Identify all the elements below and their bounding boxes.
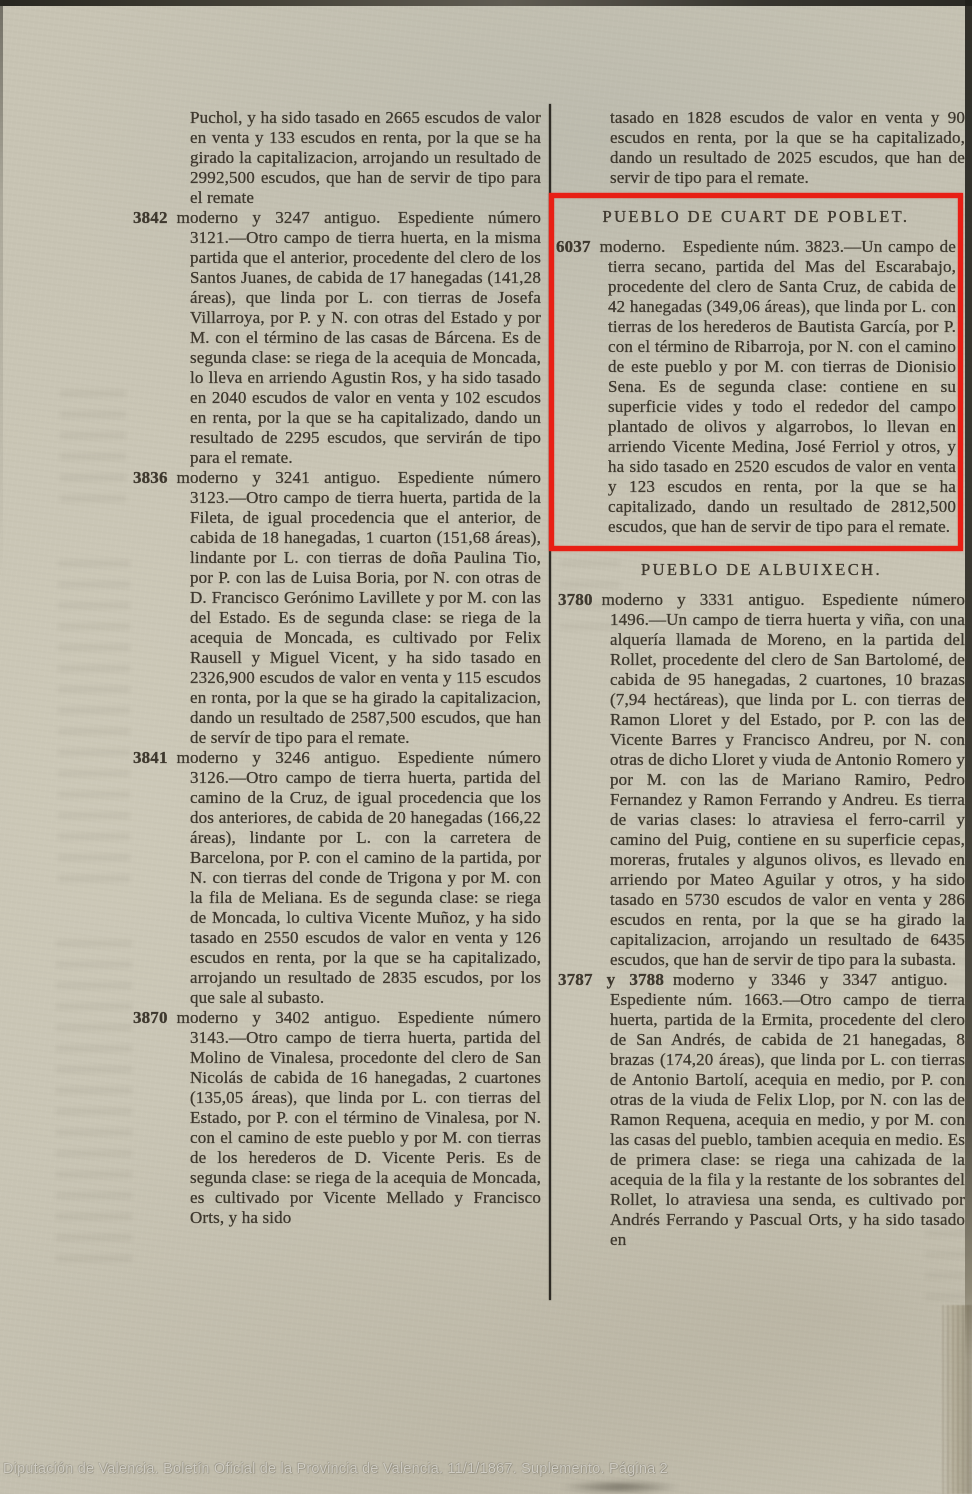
lot-text: moderno. Espediente núm. 3823.—Un campo de tierra secano, partida del Mas del Escarabajo, procedente del clero de Santa Cruz, de cabida de 42 hanegadas (349,06 áreas), que linda por L. con tierras de los herederos de Bautista García, por P. con el término de Ribarroja, por N. con el camino de este pueblo y por M. con tierras de Dionisio Sena. Es de segunda clase: contiene en su superficie vides y todo el rededor del campo plantado de olivos y algarrobos, lo llevan en arriendo Vicente Medina, José Ferriol y otros, y ha sido tasado en 2520 escudos de valor en venta y 123 escudos en renta, por la que se ha capitalizado, dando un resultado de 2812,500 escudos, que han de servir de tipo para el remate. (599, 237, 956, 536)
left-column (133, 108, 541, 1228)
bleedthrough-smudge (60, 390, 126, 510)
scan-left-edge (0, 0, 3, 900)
bleedthrough-smudge (56, 940, 132, 1270)
scan-top-edge (0, 0, 972, 6)
lot-text: moderno y 3402 antiguo. Espediente número 3143.—Otro campo de tierra huerta, partida del Molino de Vinalesa, procedonte del clero de San Nicolás de cabida de 16 hanegadas, 2 cuartones (135,05 áreas), que linda por L. con tierras del Estado, por P. con el término de Vinalesa, por N. con el camino de este pueblo y por M. con tierras de los herederos de D. Vicente Peris. Es de segunda clase: se riega de la acequia de Moncada, es cultivado por Vicente Mellado y Francisco Orts, y ha sido (176, 1008, 541, 1227)
lot-text: moderno y 3246 antiguo. Espediente número 3126.—Otro campo de tierra huerta, partida del camino de la Cruz, de igual procedencia que los dos anteriores, de cabida de 20 hanegadas (166,22 áreas), lindante por L. con la carretera de Barcelona, por P. con el camino de la partida, por N. con tierras del conde de Trigona y por M. con la fila de Meliana. Es de segunda clase: se riega de Moncada, lo cultiva Vicente Muñoz, y ha sido tasado en 2550 escudos de valor en venta y 126 escudos en renta, por la que se ha capitalizado, arrojando un resultado de 2835 escudos, por los que sale al subasto. (176, 748, 541, 1007)
lot-number: 3787 y 3788 (558, 970, 664, 989)
lot-number: 6037 (556, 237, 591, 256)
lot-entry-3841 (133, 748, 541, 1008)
lot-entry-3870 (133, 1008, 541, 1228)
lot-number: 3870 (133, 1008, 168, 1027)
lot-number: 3780 (558, 590, 593, 609)
lot-entry-3787-3788 (558, 970, 965, 1250)
paragraph-continuation: tasado en 1828 escudos de valor en venta y 90 escudos en renta, por la que se ha capitalizado, dando un resultado de 2025 escudos, que han de servir de tipo para el remate. (610, 108, 965, 187)
section-heading-cuart-de-poblet: PUEBLO DE CUART DE POBLET. (602, 207, 910, 226)
scan-bottom-smudge (560, 1480, 680, 1494)
lot-entry-6037 (556, 237, 956, 537)
lot-entry-3842 (133, 208, 541, 468)
lot-text: moderno y 3346 y 3347 antiguo. Espediente núm. 1663.—Otro campo de tierra huerta, partida de la Ermita, procedente del clero de San Andrés, de cabida de 21 hanegadas, 8 brazas (174,20 áreas), que linda por L. con tierras de Antonio Bartolí, acequia en medio, por P. con otras de la viuda de Felix Llop, por N. con las de Ramon Requena, acequia en medio, y por M. con las casas del pueblo, tambien acequia en medio. Es de primera clase: se riega una cahizada de la acequia de la fila y la restante de los sobrantes del Rollet, lo atraviesa una senda, es cultivado por Andrés Ferrando y Pascual Orts, y ha sido tasado en (610, 970, 965, 1249)
lot-text: moderno y 3331 antiguo. Espediente número 1496.—Un campo de tierra huerta y viña, con una alquería llamada de Moreno, en la partida del Rollet, procedente del clero de San Bartolomé, de cabida de 95 hanegadas, 2 cuartones, 10 brazas (7,94 hectáreas), que linda por L. con tierras de Ramon Lloret y del Estado, por P. con las de Vicente Barres y Francisco Andreu, por N. con otras de dicho Lloret y viuda de Antonio Romero y por M. con las de Mariano Ramiro, Pedro Fernandez y Ramon Ferrando y Andreu. Es tierra de varias clases: lo atraviesa el ferro-carril y camino del Puig, contiene en su superficie cepas, moreras, frutales y algunos olivos, es llevado en arriendo por Mateo Aguilar y otros, y ha sido tasado en 5730 escudos de valor en venta y 286 escudos en renta, por la que se ha girado la capitalizacion, arrojando un resultado de 6435 escudos, que han de servir de tipo para la subasta. (601, 590, 965, 969)
lot-entry-3836 (133, 468, 541, 748)
lot-text: moderno y 3241 antiguo. Espediente número 3123.—Otro campo de tierra huerta, partida de la Fileta, de igual procedencia que el anterior, de cabida de 18 hanegadas, 1 cuarton (151,68 áreas), lindante por L. con tierras de doña Paulina Tio, por P. con las de Luisa Boria, por N. con otras de D. Francisco Gerónimo Lavillete y por M. con las del Estado. Es de segunda clase: se riega de la acequia de Moncada, es cultivado por Felix Rausell y Miguel Vicent, y ha sido tasado en 2326,900 escudos de valor en venta y 115 escudos en ronta, por la que se ha girado la capitalizacion, dando un resultado de 2587,500 escudos, que han de servír de tipo para el remate. (176, 468, 541, 747)
footer-caption: Diputación de Valencia. Boletín Oficial de la Provincia de Valencia. 11/1/1867. Suplemento. Página 2 (3, 1461, 668, 1477)
section-heading-albuixech: PUEBLO DE ALBUIXECH. (641, 560, 882, 579)
bleedthrough-smudge (58, 560, 130, 890)
book-spine-edge (942, 1305, 972, 1494)
lot-number: 3841 (133, 748, 168, 767)
right-column (558, 108, 965, 1250)
lot-number: 3842 (133, 208, 168, 227)
lot-entry-3780 (558, 590, 965, 970)
lot-text: moderno y 3247 antiguo. Espediente número 3121.—Otro campo de tierra huerta, en la misma partida que el anterior, procedente del clero de los Santos Juanes, de cabida de 17 hanegadas (141,28 áreas), que linda por L. con tierras de Josefa Villarroya, por P. y N. con otras del Estado y por M. con el término de las casas de Bárcena. Es de segunda clase: se riega de la acequia de Moncada, lo lleva en arriendo Agustin Ros, y ha sido tasado en 2040 escudos de valor en venta y 102 escudos en renta, por la que se ha capitalizado, dando un resultado de 2295 escudos, que servirán de tipo para el remate. (176, 208, 541, 467)
highlight-box-cuart-de-poblet (549, 193, 963, 551)
paragraph-continuation: Puchol, y ha sido tasado en 2665 escudos de valor en venta y 133 escudos en renta, por la que se ha girado la capitalizacion, arrojando un resultado de 2992,500 escudos, que han de servir de tipo para el remate (190, 108, 541, 207)
lot-number: 3836 (133, 468, 168, 487)
